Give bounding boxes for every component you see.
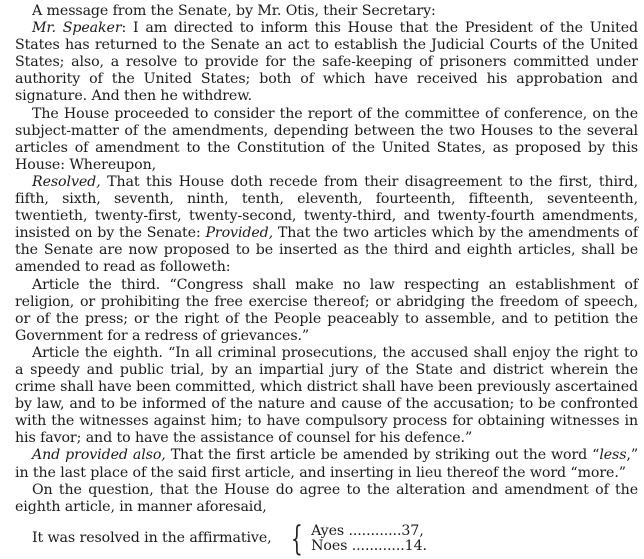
resolved-word: Resolved, [32, 173, 101, 190]
vote-label: It was resolved in the affirmative, [32, 530, 272, 547]
article-eighth: Article the eighth. “In all criminal prosecutions, the accused shall enjoy the right to a speedy and public trial, by an impartial jury of the State and district wherein the crime shall have been committed, which district shall have been previously ascertained by law, and to be informed of the nature and cause of the accusation; to be confronted with the witnesses against him; to have compulsory process for obtaining witnesses in his favor; and to have the assistance of counsel for his defence.” [15, 344, 638, 447]
vote-result [15, 518, 638, 559]
noes-line: Noes ............14. [311, 537, 427, 554]
intro-line: A message from the Senate, by Mr. Otis, their Secretary: [32, 3, 436, 19]
resolved-text: That this House doth recede from their disagreement to the first, third, fifth, sixth, seventh, ninth, tenth, eleventh, fourteenth, fifteenth, seventeenth, twentieth, twenty-first, twenty-second, twenty-third, and twenty-fourth amendments, insisted on by the Senate: [15, 173, 638, 242]
resolution-paragraph [15, 174, 638, 277]
withdrew-text: And then he withdrew. [91, 88, 253, 105]
less-word: less [599, 447, 627, 464]
and-provided-word: And provided also, [32, 447, 166, 464]
article-third: Article the third. “Congress shall make no law respecting an establishment of religion, or prohibiting the free exercise thereof; or abridging the freedom of speech, or of the press; or the right of the People peaceably to assemble, and to petition the Government for a redress of grievances.” [15, 276, 638, 344]
house-proceeded: The House proceeded to consider the report of the committee of conference, on the subject-matter of the amendments, depending between the two Houses to the several articles of amendment to the Constitution of the United States, as proposed by this House: Whereupon, [15, 105, 638, 173]
provided-word: Provided, [205, 225, 274, 242]
and-provided-text-1: That the first article be amended by striking out the word “ [165, 447, 600, 464]
and-provided-paragraph [15, 447, 638, 481]
and-provided-text-2: ,” in the last place of the said first article, and inserting in lieu thereof the word “more.” [15, 447, 638, 481]
vote-tally [311, 524, 427, 554]
speaker-message [15, 20, 638, 105]
brace-glyph: { [290, 518, 303, 559]
ayes-line: Ayes ............37, [311, 522, 424, 539]
on-question: On the question, that the House do agree to the alteration and amendment of the eighth article, in manner aforesaid, [15, 481, 638, 515]
speaker-address: Mr. Speaker [32, 20, 122, 37]
provided-text: That the two articles which by the amendments of the Senate are now proposed to be inserted as the third and eighth articles, shall be amended to read as followeth: [15, 225, 639, 276]
speaker-message-text: : I am directed to inform this House that the President of the United States has returned to the Senate an act to establish the Judicial Courts of the United States; also, a resolve to provide for the safe-keeping of prisoners committed under authority of the United States; both of which have received his approbation and signature. [15, 20, 638, 105]
